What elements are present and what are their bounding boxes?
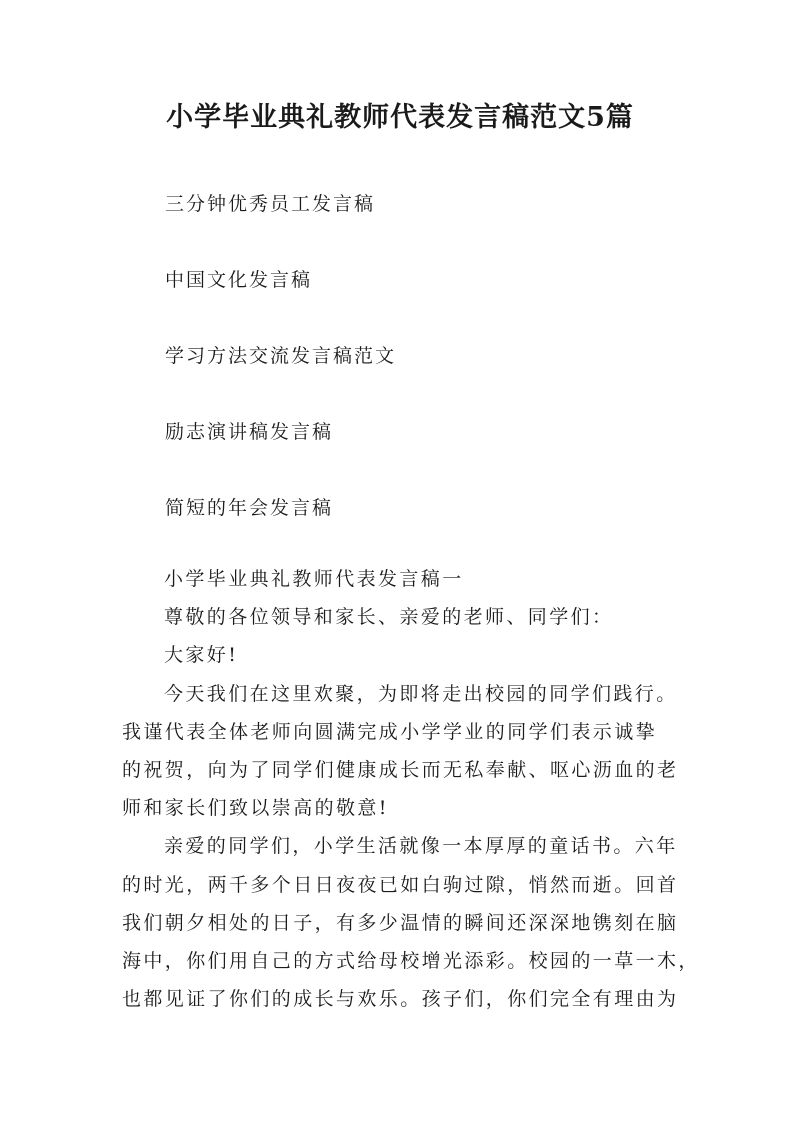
toc-item: 学习方法交流发言稿范文 xyxy=(165,345,397,367)
section-heading: 小学毕业典礼教师代表发言稿一 xyxy=(164,568,464,590)
paragraph-line: 的祝贺，向为了同学们健康成长而无私奉献、呕心沥血的老 xyxy=(122,759,679,782)
toc-item: 三分钟优秀员工发言稿 xyxy=(165,193,376,215)
paragraph-line: 也都见证了你们的成长与欢乐。孩子们，你们完全有理由为 xyxy=(122,988,679,1011)
toc-item: 中国文化发言稿 xyxy=(165,269,313,291)
paragraph-line: 海中，你们用自己的方式给母校增光添彩。校园的一草一木， xyxy=(122,950,700,973)
paragraph-line: 亲爱的同学们，小学生活就像一本厚厚的童话书。六年 xyxy=(164,835,678,858)
document-title: 小学毕业典礼教师代表发言稿范文5篇 xyxy=(166,102,634,133)
document-body xyxy=(122,560,700,1018)
toc-item: 励志演讲稿发言稿 xyxy=(165,421,334,443)
paragraph-line: 我们朝夕相处的日子，有多少温情的瞬间还深深地镌刻在脑 xyxy=(122,911,679,934)
table-of-contents xyxy=(165,183,685,563)
paragraph-line: 我谨代表全体老师向圆满完成小学学业的同学们表示诚挚 xyxy=(122,720,658,743)
paragraph-line: 的时光，两千多个日日夜夜已如白驹过隙，悄然而逝。回首 xyxy=(122,873,679,896)
salutation: 尊敬的各位领导和家长、亲爱的老师、同学们： xyxy=(164,606,614,629)
paragraph-line: 师和家长们致以崇高的敬意! xyxy=(122,797,389,820)
paragraph-1 xyxy=(122,675,687,828)
paragraph-2 xyxy=(122,827,700,1018)
paragraph-line: 今天我们在这里欢聚，为即将走出校园的同学们践行。 xyxy=(164,682,678,705)
toc-item: 简短的年会发言稿 xyxy=(165,497,334,519)
greeting: 大家好! xyxy=(164,644,239,667)
